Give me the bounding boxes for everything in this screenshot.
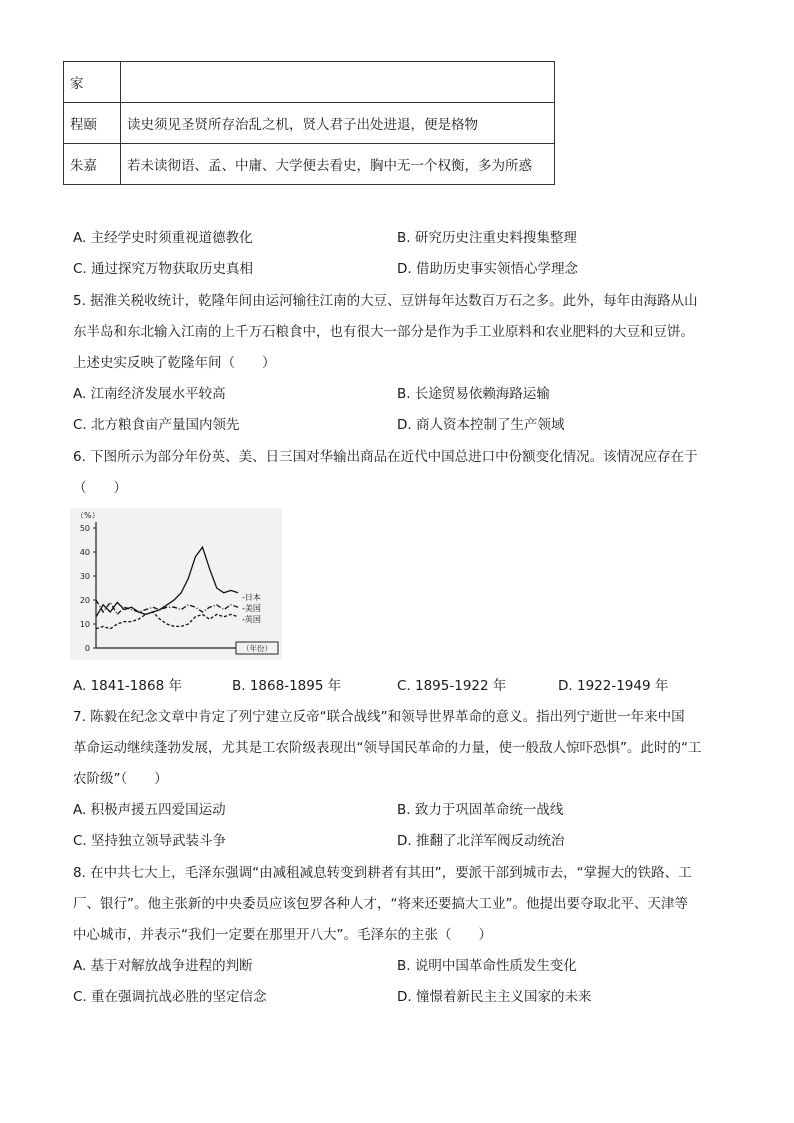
q6-option-d[interactable]: D. 1922-1949 年 bbox=[558, 678, 669, 694]
q5-option-d[interactable]: D. 商人资本控制了生产领域 bbox=[397, 417, 565, 433]
chart-svg bbox=[70, 508, 282, 660]
q8-option-d[interactable]: D. 憧憬着新民主主义国家的未来 bbox=[397, 989, 592, 1005]
q5-option-a[interactable]: A. 江南经济发展水平较高 bbox=[73, 386, 226, 402]
trade-share-chart bbox=[70, 508, 282, 660]
q4-option-a[interactable]: A. 主经学史时须重视道德教化 bbox=[73, 230, 253, 246]
q4-option-c[interactable]: C. 通过探究万物获取历史真相 bbox=[73, 261, 254, 277]
table-cell-name: 朱嘉 bbox=[64, 144, 121, 185]
q6-stem-line: 6. 下图所示为部分年份英、美、日三国对华输出商品在近代中国总进口中份额变化情况。该情况应存在于 bbox=[73, 449, 698, 465]
q8-stem-line: 中心城市，并表示“我们一定要在那里开八大”。毛泽东的主张（ ） bbox=[73, 927, 492, 943]
q6-option-a[interactable]: A. 1841-1868 年 bbox=[73, 678, 182, 694]
q5-option-c[interactable]: C. 北方粮食亩产量国内领先 bbox=[73, 417, 240, 433]
table-row bbox=[64, 144, 555, 185]
x-axis-label: （年份） bbox=[242, 644, 272, 653]
q5-stem-line: 上述史实反映了乾隆年间（ ） bbox=[73, 355, 276, 371]
y-tick-label: 30 bbox=[79, 572, 90, 581]
q8-option-b[interactable]: B. 说明中国革命性质发生变化 bbox=[397, 958, 577, 974]
q8-option-a[interactable]: A. 基于对解放战争进程的判断 bbox=[73, 958, 253, 974]
q8-stem-line: 8. 在中共七大上，毛泽东强调“由减租减息转变到耕者有其田”，要派干部到城市去，“掌握大的铁路、工 bbox=[73, 865, 692, 881]
q4-option-b[interactable]: B. 研究历史注重史料搜集整理 bbox=[397, 230, 577, 246]
series-line-uk bbox=[96, 612, 238, 629]
y-tick-label: 20 bbox=[79, 596, 90, 605]
q6-option-c[interactable]: C. 1895-1922 年 bbox=[397, 678, 507, 694]
q5-stem-line: 东半岛和东北输入江南的上千万石粮食中，也有很大一部分是作为手工业原料和农业肥料的大豆和豆饼。 bbox=[73, 324, 694, 340]
q8-stem-line: 厂、银行”。他主张新的中央委员应该包罗各种人才，“将来还要搞大工业”。他提出要夺取北平、天津等 bbox=[73, 896, 688, 912]
q6-option-b[interactable]: B. 1868-1895 年 bbox=[232, 678, 342, 694]
q6-stem-line: （ ） bbox=[73, 480, 127, 496]
table-cell-text: 若未读彻语、孟、中庸、大学便去看史，胸中无一个权衡，多为所惑 bbox=[121, 144, 555, 185]
legend-entry: -日本 bbox=[242, 593, 261, 602]
q7-stem-line: 7. 陈毅在纪念文章中肯定了列宁建立反帝“联合战线”和领导世界革命的意义。指出列宁逝世一年来中国 bbox=[73, 709, 685, 725]
q7-option-a[interactable]: A. 积极声援五四爱国运动 bbox=[73, 802, 226, 818]
y-axis-label: （%） bbox=[76, 511, 100, 520]
table-cell-text: 读史须见圣贤所存治乱之机，贤人君子出处进退，便是格物 bbox=[121, 103, 555, 144]
q5-option-b[interactable]: B. 长途贸易依赖海路运输 bbox=[397, 386, 550, 402]
y-tick-label: 40 bbox=[79, 548, 90, 557]
table-cell-name: 家 bbox=[64, 62, 121, 103]
y-tick-label: 50 bbox=[79, 524, 90, 533]
source-table bbox=[63, 61, 555, 185]
series-line-japan bbox=[96, 547, 238, 617]
table-row bbox=[64, 103, 555, 144]
q7-stem-line: 革命运动继续蓬勃发展，尤其是工农阶级表现出“领导国民革命的力量，使一般敌人惊吓恐惧”。此时的“工 bbox=[73, 740, 702, 756]
q7-option-d[interactable]: D. 推翻了北洋军阀反动统治 bbox=[397, 833, 565, 849]
table-row bbox=[64, 62, 555, 103]
q4-option-d[interactable]: D. 借助历史事实领悟心学理念 bbox=[397, 261, 578, 277]
table-cell-text bbox=[121, 62, 555, 103]
table-cell-name: 程颐 bbox=[64, 103, 121, 144]
q7-option-c[interactable]: C. 坚持独立领导武装斗争 bbox=[73, 833, 227, 849]
q7-option-b[interactable]: B. 致力于巩固革命统一战线 bbox=[397, 802, 564, 818]
q5-stem-line: 5. 据淮关税收统计，乾隆年间由运河输往江南的大豆、豆饼每年达数百万石之多。此外，每年由海路从山 bbox=[73, 293, 698, 309]
legend-entry: -美国 bbox=[242, 604, 261, 613]
q8-option-c[interactable]: C. 重在强调抗战必胜的坚定信念 bbox=[73, 989, 267, 1005]
y-tick-label: 0 bbox=[84, 644, 90, 653]
legend-entry: -英国 bbox=[242, 615, 261, 624]
q7-stem-line: 农阶级”（ ） bbox=[73, 771, 168, 787]
y-tick-label: 10 bbox=[79, 620, 90, 629]
